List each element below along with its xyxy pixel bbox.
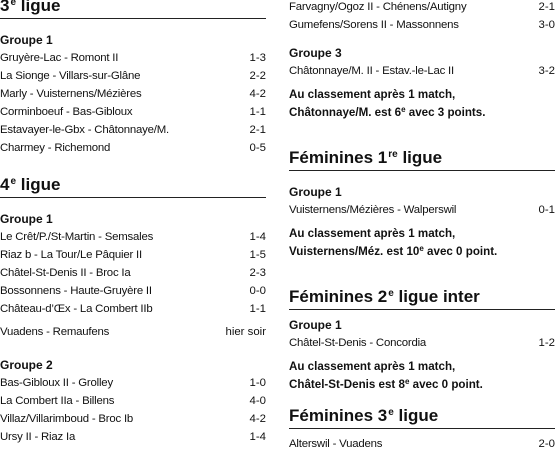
match-row bbox=[0, 374, 266, 392]
section-title-main: Féminines 3 bbox=[289, 406, 388, 425]
group-title: Groupe 1 bbox=[289, 185, 342, 199]
match-score: 2-2 bbox=[249, 70, 266, 82]
note-text: Châtonnaye/M. est 6 bbox=[289, 106, 402, 119]
section-title-4e-ligue bbox=[0, 175, 266, 198]
match-teams: Bossonnens - Haute-Gruyère II bbox=[0, 285, 152, 297]
group-title: Groupe 1 bbox=[289, 318, 342, 332]
match-teams: Gumefens/Sorens II - Massonnens bbox=[289, 19, 459, 31]
section-title-feminines-3e-ligue bbox=[289, 406, 555, 429]
match-teams: Le Crêt/P./St-Martin - Semsales bbox=[0, 231, 154, 243]
section-title-rest: ligue bbox=[397, 148, 443, 167]
section-title-main: Féminines 2 bbox=[289, 287, 388, 306]
match-row bbox=[0, 300, 266, 318]
standing-note-line1: Au classement après 1 match, bbox=[289, 88, 456, 101]
standing-note bbox=[289, 358, 555, 394]
match-score: 2-1 bbox=[538, 1, 555, 13]
match-row bbox=[0, 410, 266, 428]
standing-note bbox=[289, 225, 555, 261]
match-score: 0-5 bbox=[249, 142, 266, 154]
match-teams: Estavayer-le-Gbx - Châtonnaye/M. bbox=[0, 124, 169, 136]
match-teams: Villaz/Villarimboud - Broc Ib bbox=[0, 413, 134, 425]
match-teams: Marly - Vuisternens/Mézières bbox=[0, 88, 142, 100]
section-title-sup: e bbox=[388, 407, 394, 418]
match-score: 1-4 bbox=[249, 231, 266, 243]
match-score: 1-3 bbox=[249, 52, 266, 64]
match-teams: La Sionge - Villars-sur-Glâne bbox=[0, 70, 141, 82]
match-row bbox=[0, 103, 266, 121]
standing-note-line2 bbox=[289, 243, 555, 261]
match-row bbox=[0, 139, 266, 157]
match-score: 3-2 bbox=[538, 65, 555, 77]
section-title-rest: ligue bbox=[16, 0, 61, 15]
group-title: Groupe 3 bbox=[289, 46, 342, 60]
match-score: 1-2 bbox=[538, 337, 555, 349]
note-sup: e bbox=[401, 105, 406, 114]
section-title-rest: ligue bbox=[393, 406, 439, 425]
section-title-sup: e bbox=[10, 0, 17, 8]
match-score: 2-1 bbox=[249, 124, 266, 136]
match-row bbox=[289, 0, 555, 16]
standing-note-line1: Au classement après 1 match, bbox=[289, 360, 456, 373]
match-row bbox=[0, 428, 266, 446]
section-title-sup: e bbox=[388, 288, 394, 299]
match-teams: Bas-Gibloux II - Grolley bbox=[0, 377, 113, 389]
section-title-feminines-2e-ligue-inter bbox=[289, 287, 555, 310]
match-score: 1-5 bbox=[249, 249, 266, 261]
match-teams: Ursy II - Riaz Ia bbox=[0, 431, 76, 443]
note-text: avec 3 points. bbox=[405, 106, 486, 119]
note-text: Vuisternens/Méz. est 10 bbox=[289, 245, 420, 258]
section-title-feminines-1re-ligue bbox=[289, 148, 555, 171]
match-score: 2-3 bbox=[249, 267, 266, 279]
match-teams: Farvagny/Ogoz II - Chénens/Autigny bbox=[289, 1, 467, 13]
right-column bbox=[289, 0, 555, 453]
match-row bbox=[0, 264, 266, 282]
match-teams: La Combert IIa - Billens bbox=[0, 395, 115, 407]
match-row bbox=[0, 323, 266, 341]
note-sup: e bbox=[404, 377, 410, 386]
match-row bbox=[0, 49, 266, 67]
match-row bbox=[0, 392, 266, 410]
match-teams: Riaz b - La Tour/Le Pâquier II bbox=[0, 249, 142, 261]
match-row bbox=[289, 62, 555, 80]
match-score: 1-1 bbox=[249, 106, 266, 118]
match-score: hier soir bbox=[225, 326, 266, 338]
match-teams: Charmey - Richemond bbox=[0, 142, 111, 154]
section-title-main: 3 bbox=[0, 0, 10, 15]
group-title: Groupe 1 bbox=[0, 212, 53, 226]
match-row bbox=[0, 67, 266, 85]
left-column bbox=[0, 0, 266, 446]
match-teams: Gruyère-Lac - Romont II bbox=[0, 52, 119, 64]
match-teams: Châtel-St-Denis - Concordia bbox=[289, 337, 427, 349]
group-title: Groupe 1 bbox=[0, 33, 53, 47]
match-score: 1-1 bbox=[249, 303, 266, 315]
standing-note-line1: Au classement après 1 match, bbox=[289, 227, 456, 240]
section-title-rest: ligue bbox=[16, 175, 61, 194]
match-teams: Vuisternens/Mézières - Walperswil bbox=[289, 204, 457, 216]
section-title-main: 4 bbox=[0, 175, 10, 194]
section-title-rest: ligue inter bbox=[393, 287, 480, 306]
note-text: Châtel-St-Denis est 8 bbox=[289, 378, 405, 391]
group-title: Groupe 2 bbox=[0, 358, 53, 372]
match-score: 1-0 bbox=[249, 377, 266, 389]
note-text: avec 0 point. bbox=[423, 245, 498, 258]
match-row bbox=[0, 121, 266, 139]
match-score: 3-0 bbox=[538, 19, 555, 31]
match-row bbox=[0, 85, 266, 103]
match-teams: Vuadens - Remaufens bbox=[0, 326, 110, 338]
section-title-3e-ligue bbox=[0, 0, 266, 19]
section-title-sup: re bbox=[388, 149, 398, 160]
section-title-main: Féminines 1 bbox=[289, 148, 388, 167]
match-teams: Château-d’Œx - La Combert IIb bbox=[0, 303, 153, 315]
match-teams: Châtel-St-Denis II - Broc Ia bbox=[0, 267, 131, 279]
match-row bbox=[0, 246, 266, 264]
match-row bbox=[289, 334, 555, 352]
match-score: 4-2 bbox=[249, 88, 266, 100]
match-row bbox=[289, 16, 555, 34]
match-score: 1-4 bbox=[249, 431, 266, 443]
standing-note-line2 bbox=[289, 104, 555, 122]
match-teams: Châtonnaye/M. II - Estav.-le-Lac II bbox=[289, 65, 454, 77]
standing-note bbox=[289, 86, 555, 122]
match-score: 2-0 bbox=[538, 438, 555, 450]
match-row bbox=[289, 435, 555, 453]
match-row bbox=[289, 201, 555, 219]
match-row bbox=[0, 228, 266, 246]
note-text: avec 0 point. bbox=[409, 378, 483, 391]
section-title-sup: e bbox=[10, 176, 17, 187]
match-teams: Corminboeuf - Bas-Gibloux bbox=[0, 106, 133, 118]
note-sup: e bbox=[419, 244, 424, 253]
match-score: 0-1 bbox=[538, 204, 555, 216]
match-score: 0-0 bbox=[249, 285, 266, 297]
match-row bbox=[0, 282, 266, 300]
match-score: 4-0 bbox=[249, 395, 266, 407]
match-score: 4-2 bbox=[249, 413, 266, 425]
standing-note-line2 bbox=[289, 376, 555, 394]
match-teams: Alterswil - Vuadens bbox=[289, 438, 383, 450]
